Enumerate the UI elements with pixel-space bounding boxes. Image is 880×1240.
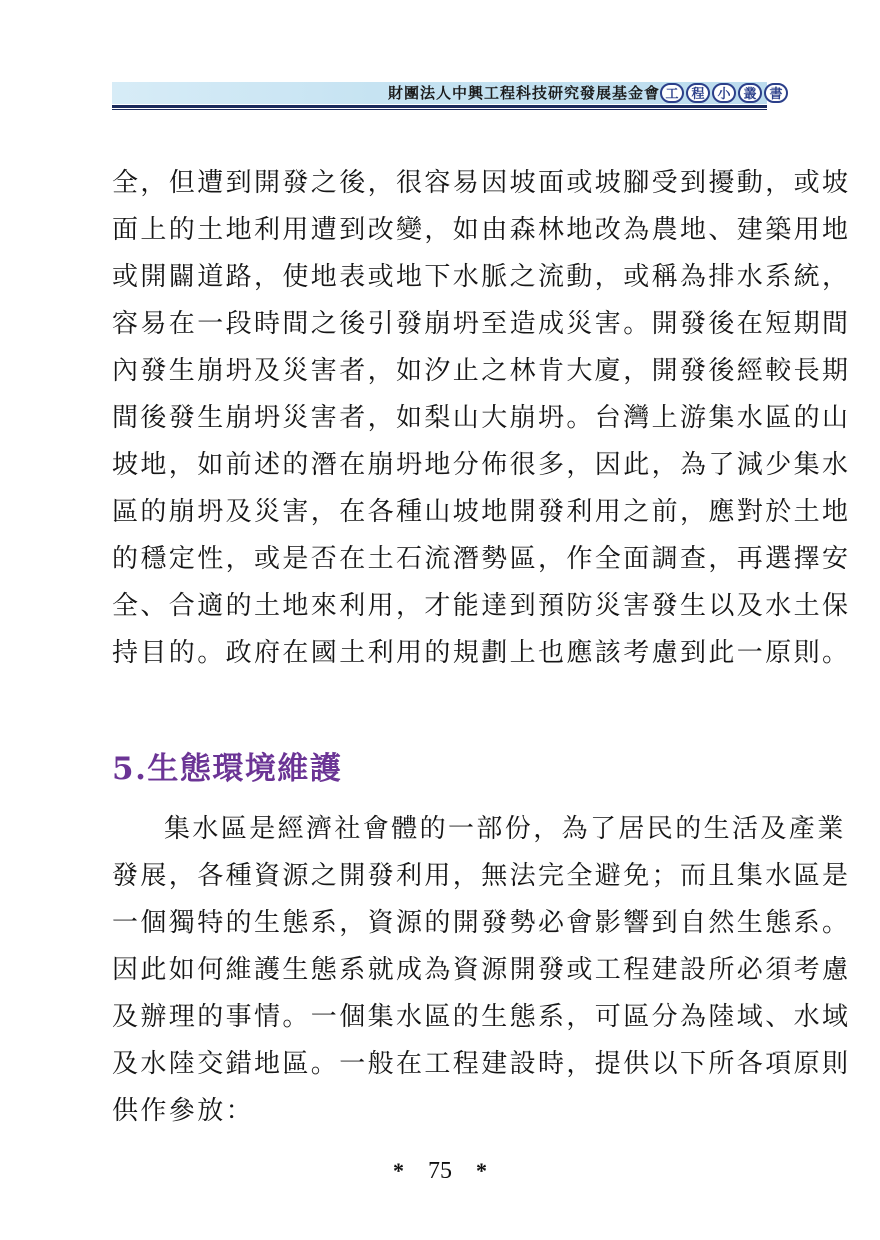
text-line: 發展，各種資源之開發利用，無法完全避免；而且集水區是 <box>112 861 851 891</box>
text-line: 的穩定性，或是否在土石流潛勢區，作全面調查，再選擇安 <box>112 544 851 574</box>
text-line: 及水陸交錯地區。一般在工程建設時，提供以下所各項原則 <box>112 1049 851 1079</box>
text-line: 坡地，如前述的潛在崩坍地分佈很多，因此，為了減少集水 <box>112 450 851 480</box>
section-heading: 5.生態環境維護 <box>112 751 343 787</box>
series-char: 程 <box>686 83 710 103</box>
text-line: 持目的。政府在國土利用的規劃上也應該考慮到此一原則。 <box>112 638 851 668</box>
body-paragraph-1 <box>112 160 851 677</box>
text-line: 面上的土地利用遭到改變，如由森林地改為農地、建築用地 <box>112 215 851 245</box>
footer-star-left: * <box>393 1158 404 1183</box>
text-line: 全、合適的土地來利用，才能達到預防災害發生以及水土保 <box>112 591 851 621</box>
series-char: 書 <box>764 83 788 103</box>
page-number: 75 <box>428 1158 452 1184</box>
text-line: 因此如何維護生態系就成為資源開發或工程建設所必須考慮 <box>112 955 851 985</box>
series-char: 小 <box>712 83 736 103</box>
text-line: 內發生崩坍及災害者，如汐止之林肯大廈，開發後經較長期 <box>112 356 851 386</box>
text-line: 間後發生崩坍災害者，如梨山大崩坍。台灣上游集水區的山 <box>112 403 851 433</box>
footer-star-right: * <box>476 1158 487 1183</box>
series-badge <box>660 82 788 104</box>
body-paragraph-2 <box>112 806 851 1135</box>
text-line: 集水區是經濟社會體的一部份，為了居民的生活及產業 <box>164 814 846 844</box>
text-line: 及辦理的事情。一個集水區的生態系，可區分為陸域、水域 <box>112 1002 851 1032</box>
header-rule <box>112 105 767 108</box>
series-char: 叢 <box>738 83 762 103</box>
text-line: 或開闢道路，使地表或地下水脈之流動，或稱為排水系統， <box>112 262 851 292</box>
text-line: 全，但遭到開發之後，很容易因坡面或坡腳受到擾動，或坡 <box>112 168 851 198</box>
text-line: 容易在一段時間之後引發崩坍至造成災害。開發後在短期間 <box>112 309 851 339</box>
text-line: 一個獨特的生態系，資源的開發勢必會影響到自然生態系。 <box>112 908 851 938</box>
text-line: 區的崩坍及災害，在各種山坡地開發利用之前，應對於土地 <box>112 497 851 527</box>
page-footer <box>0 1158 880 1185</box>
publisher-name: 財團法人中興工程科技研究發展基金會 <box>387 84 660 102</box>
header-rule-thin <box>112 109 767 110</box>
text-line: 供作參放： <box>112 1096 255 1126</box>
series-char: 工 <box>660 83 684 103</box>
